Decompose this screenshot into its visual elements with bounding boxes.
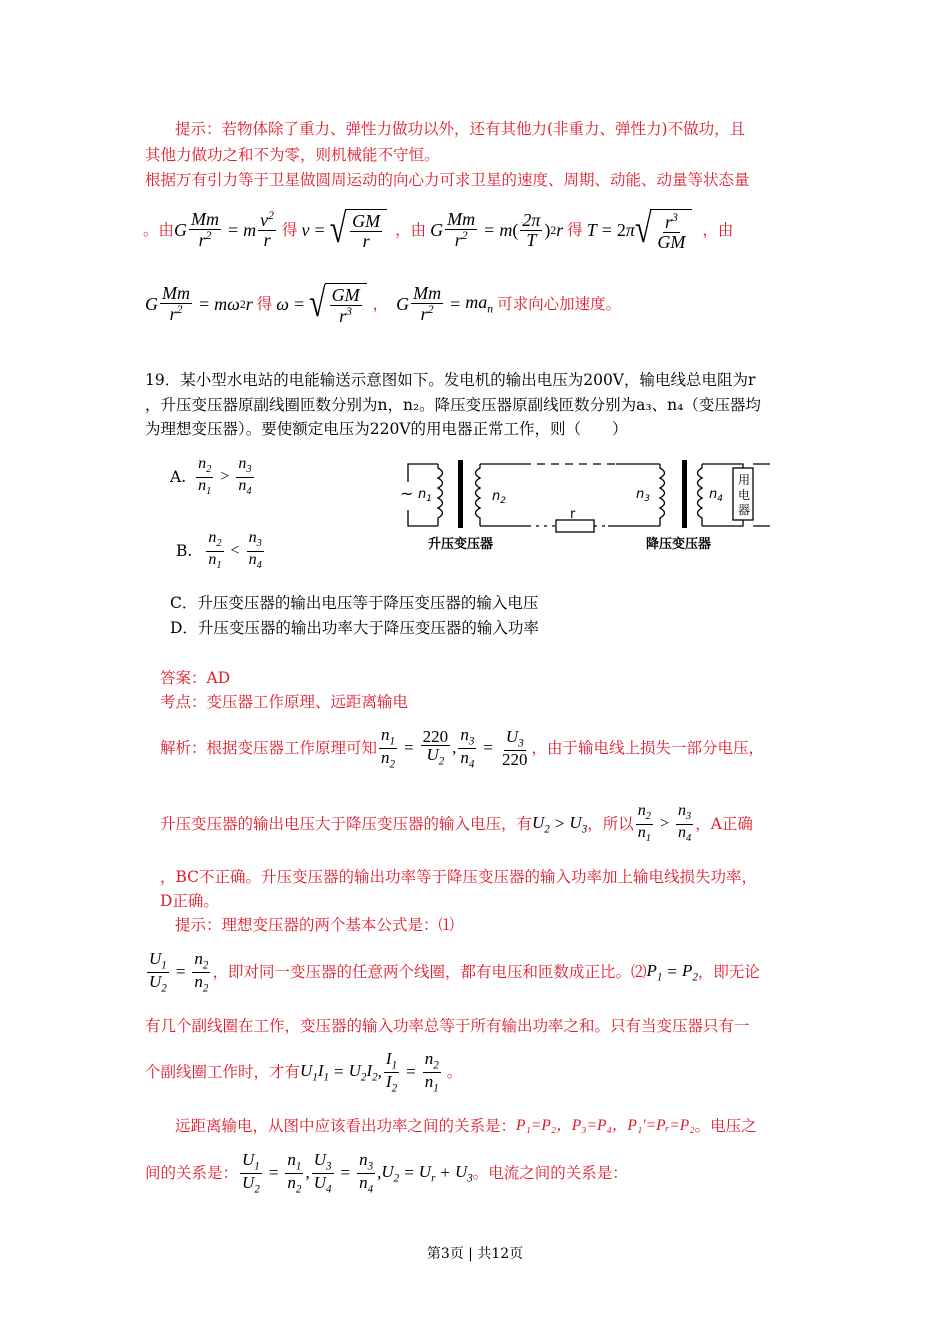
formula-lead: 。由 [143, 221, 175, 239]
option-a-formula: $\frac{n_2}{n_1}$ > $\frac{n_3}{n_4}$ [198, 455, 252, 497]
answer-line: 答案：AD [160, 669, 231, 687]
transmission-diagram [398, 454, 770, 554]
appliance-label-2: 电 [738, 488, 751, 502]
analysis-pre: 解析：根据变压器工作原理可知 [160, 739, 378, 757]
label-step-up: 升压变压器 [428, 537, 494, 552]
option-d: D．升压变压器的输出功率大于降压变压器的输入功率 [170, 619, 539, 637]
analysis-row [160, 722, 764, 774]
eq-period-left: G $\frac{Mm}{r^2}$ = m ( $\frac{2\pi}{T}$ ) 2 r [430, 209, 564, 250]
eq-omega-right: ω = √ $\frac{GM}{r^3}$ [276, 283, 366, 326]
primary-coil-1 [438, 464, 443, 526]
remote-power: P₁=P₂，P₃=P₄，P₁′=Pᵣ=P₂ [516, 1117, 695, 1134]
analysis-post: ，由于输电线上损失一部分电压， [531, 739, 765, 757]
analysis2-pre: 升压变压器的输出电压大于降压变压器的输入电压，有 [160, 815, 533, 833]
eq-omega-left: G $\frac{Mm}{r^2}$ = mω 2 r [145, 283, 253, 324]
source-symbol: ~ [400, 484, 414, 503]
de-word-3: 得 [256, 295, 273, 313]
tips-last-row [145, 1146, 628, 1200]
option-a-label: A. [170, 468, 187, 486]
remote-post: 。电压之 [694, 1117, 757, 1135]
eq-accel: G $\frac{Mm}{r^2}$ = $ma_n$ [396, 283, 494, 324]
mid-word-1: ，由 [395, 221, 427, 239]
hint-line-3: 根据万有引力等于卫星做圆周运动的向心力可求卫星的速度、周期、动能、动量等状态量 [145, 171, 750, 189]
mid-word-3: ， [372, 295, 389, 313]
analysis-line-4: D正确。 [160, 892, 219, 910]
tips-formula-1: $\frac{U_1}{U_2}$ = $\frac{n_2}{n_2}$ [149, 948, 209, 994]
secondary-coil-2 [698, 464, 703, 526]
load-wire-bottom [702, 520, 743, 526]
tips-formula-3: $U_1I_1$ = $U_2I_2$ , $\frac{I_1}{I_2}$ = $\frac{n_2}{n_1}$ [300, 1048, 439, 1094]
hint-line-1: 提示：若物体除了重力、弹性力做功以外，还有其他力(非重力、弹性力)不做功，且 [175, 120, 746, 138]
tips-line-1: 提示：理想变压器的两个基本公式是：⑴ [175, 916, 455, 934]
source-wire-top [408, 464, 438, 482]
source-wire-bottom [408, 510, 438, 526]
tips-formula-4: $\frac{U_1}{U_2}$ = $\frac{n_1}{n_2}$ , $\frac{U_3}{U_4}$ = $\frac{n_3}{n_4}$ , $U_2$ = $U_r$ + $U_3$ [242, 1149, 473, 1195]
appliance-label-3: 器 [738, 503, 751, 517]
tips-row-2 [145, 946, 760, 998]
eq-velocity-left: G $\frac{Mm}{r^2}$ = m $\frac{v^2}{r}$ [174, 209, 275, 250]
topic-line: 考点：变压器工作原理、远距离输电 [160, 693, 409, 711]
tips-row-4 [145, 1046, 462, 1098]
core-step-up [458, 460, 463, 528]
coil-label-n1: $n_1$ [418, 487, 432, 504]
remote-pre: 远距离输电，从图中应该看出功率之间的关系是： [175, 1117, 517, 1135]
last-pre: 间的关系是： [145, 1164, 239, 1182]
coil-label-n4: $n_4$ [709, 487, 723, 504]
label-step-down: 降压变压器 [646, 537, 712, 552]
eq-velocity-right: v = √ $\frac{GM}{r}$ [302, 209, 388, 251]
primary-coil-2 [660, 464, 665, 526]
option-c: C．升压变压器的输出电压等于降压变压器的输入电压 [170, 594, 539, 612]
tips-line-2-text: ，即对同一变压器的任意两个线圈，都有电压和匝数成正比。⑵ [212, 963, 647, 981]
last-post: 。电流之间的关系是： [472, 1164, 628, 1182]
question-line-1: 19．某小型水电站的电能输送示意图如下。发电机的输出电压为200V，输电线总电阻为r [145, 371, 756, 389]
formula-row-1 [143, 204, 733, 256]
analysis-row-2 [160, 800, 753, 848]
resistor-label: r [570, 507, 576, 522]
appliance-label-1: 用 [738, 473, 751, 487]
analysis-line-3: ，BC不正确。升压变压器的输出功率等于降压变压器的输入功率加上输电线损失功率， [160, 868, 758, 886]
analysis2-ineq: $U_2$ > $U_3$ [532, 812, 588, 836]
accel-tail: 可求向心加速度。 [497, 295, 622, 313]
hint-line-2: 其他力做功之和不为零，则机械能不守恒。 [145, 146, 440, 164]
option-b-label: B. [176, 542, 193, 560]
page-footer: 第3页 | 共12页 [426, 1246, 524, 1262]
question-line-3: 为理想变压器）。要使额定电压为220V的用电器正常工作，则（ ） [145, 420, 628, 438]
tips-line-2-tail: ，即无论 [697, 963, 760, 981]
secondary-coil-1 [476, 464, 481, 526]
option-b [176, 526, 266, 576]
analysis-formula: $\frac{n_1}{n_2}$ = $\frac{220}{U_2}$ , $\frac{n_3}{n_4}$ = $\frac{U_3}{220}$ [381, 724, 528, 770]
analysis2-formula: $\frac{n_2}{n_1}$ > $\frac{n_3}{n_4}$ [637, 802, 692, 844]
de-word-1: 得 [282, 221, 298, 239]
tips-remote-row [175, 1115, 757, 1137]
tips-line-4-post: 。 [446, 1063, 463, 1081]
question-line-2: ，升压变压器原副线圈匝数分别为n，n₂。降压变压器原副线匝数分别为a₃、n₄（变压器均 [145, 396, 761, 414]
tips-line-3: 有几个副线圈在工作，变压器的输入功率总等于所有输出功率之和。只有当变压器只有一 [145, 1017, 750, 1035]
de-word-2: 得 [567, 221, 583, 239]
analysis2-post: ，A正确 [695, 815, 753, 833]
mid-word-2: ，由 [702, 221, 734, 239]
tips-line-4-pre: 个副线圈工作时，才有 [145, 1063, 301, 1081]
option-a [170, 452, 256, 502]
coil-label-n2: $n_2$ [492, 489, 506, 506]
analysis2-mid: ，所以 [587, 815, 634, 833]
coil-label-n3: $n_3$ [636, 487, 650, 504]
formula-row-2 [145, 278, 621, 330]
eq-period-right: T = 2 π √ $\frac{r^3}{GM}$ [587, 209, 693, 252]
option-b-formula: $\frac{n_2}{n_1}$ < $\frac{n_3}{n_4}$ [208, 529, 262, 571]
core-step-down [682, 460, 687, 528]
tips-formula-2: $P_1$ = $P_2$ [646, 960, 698, 984]
